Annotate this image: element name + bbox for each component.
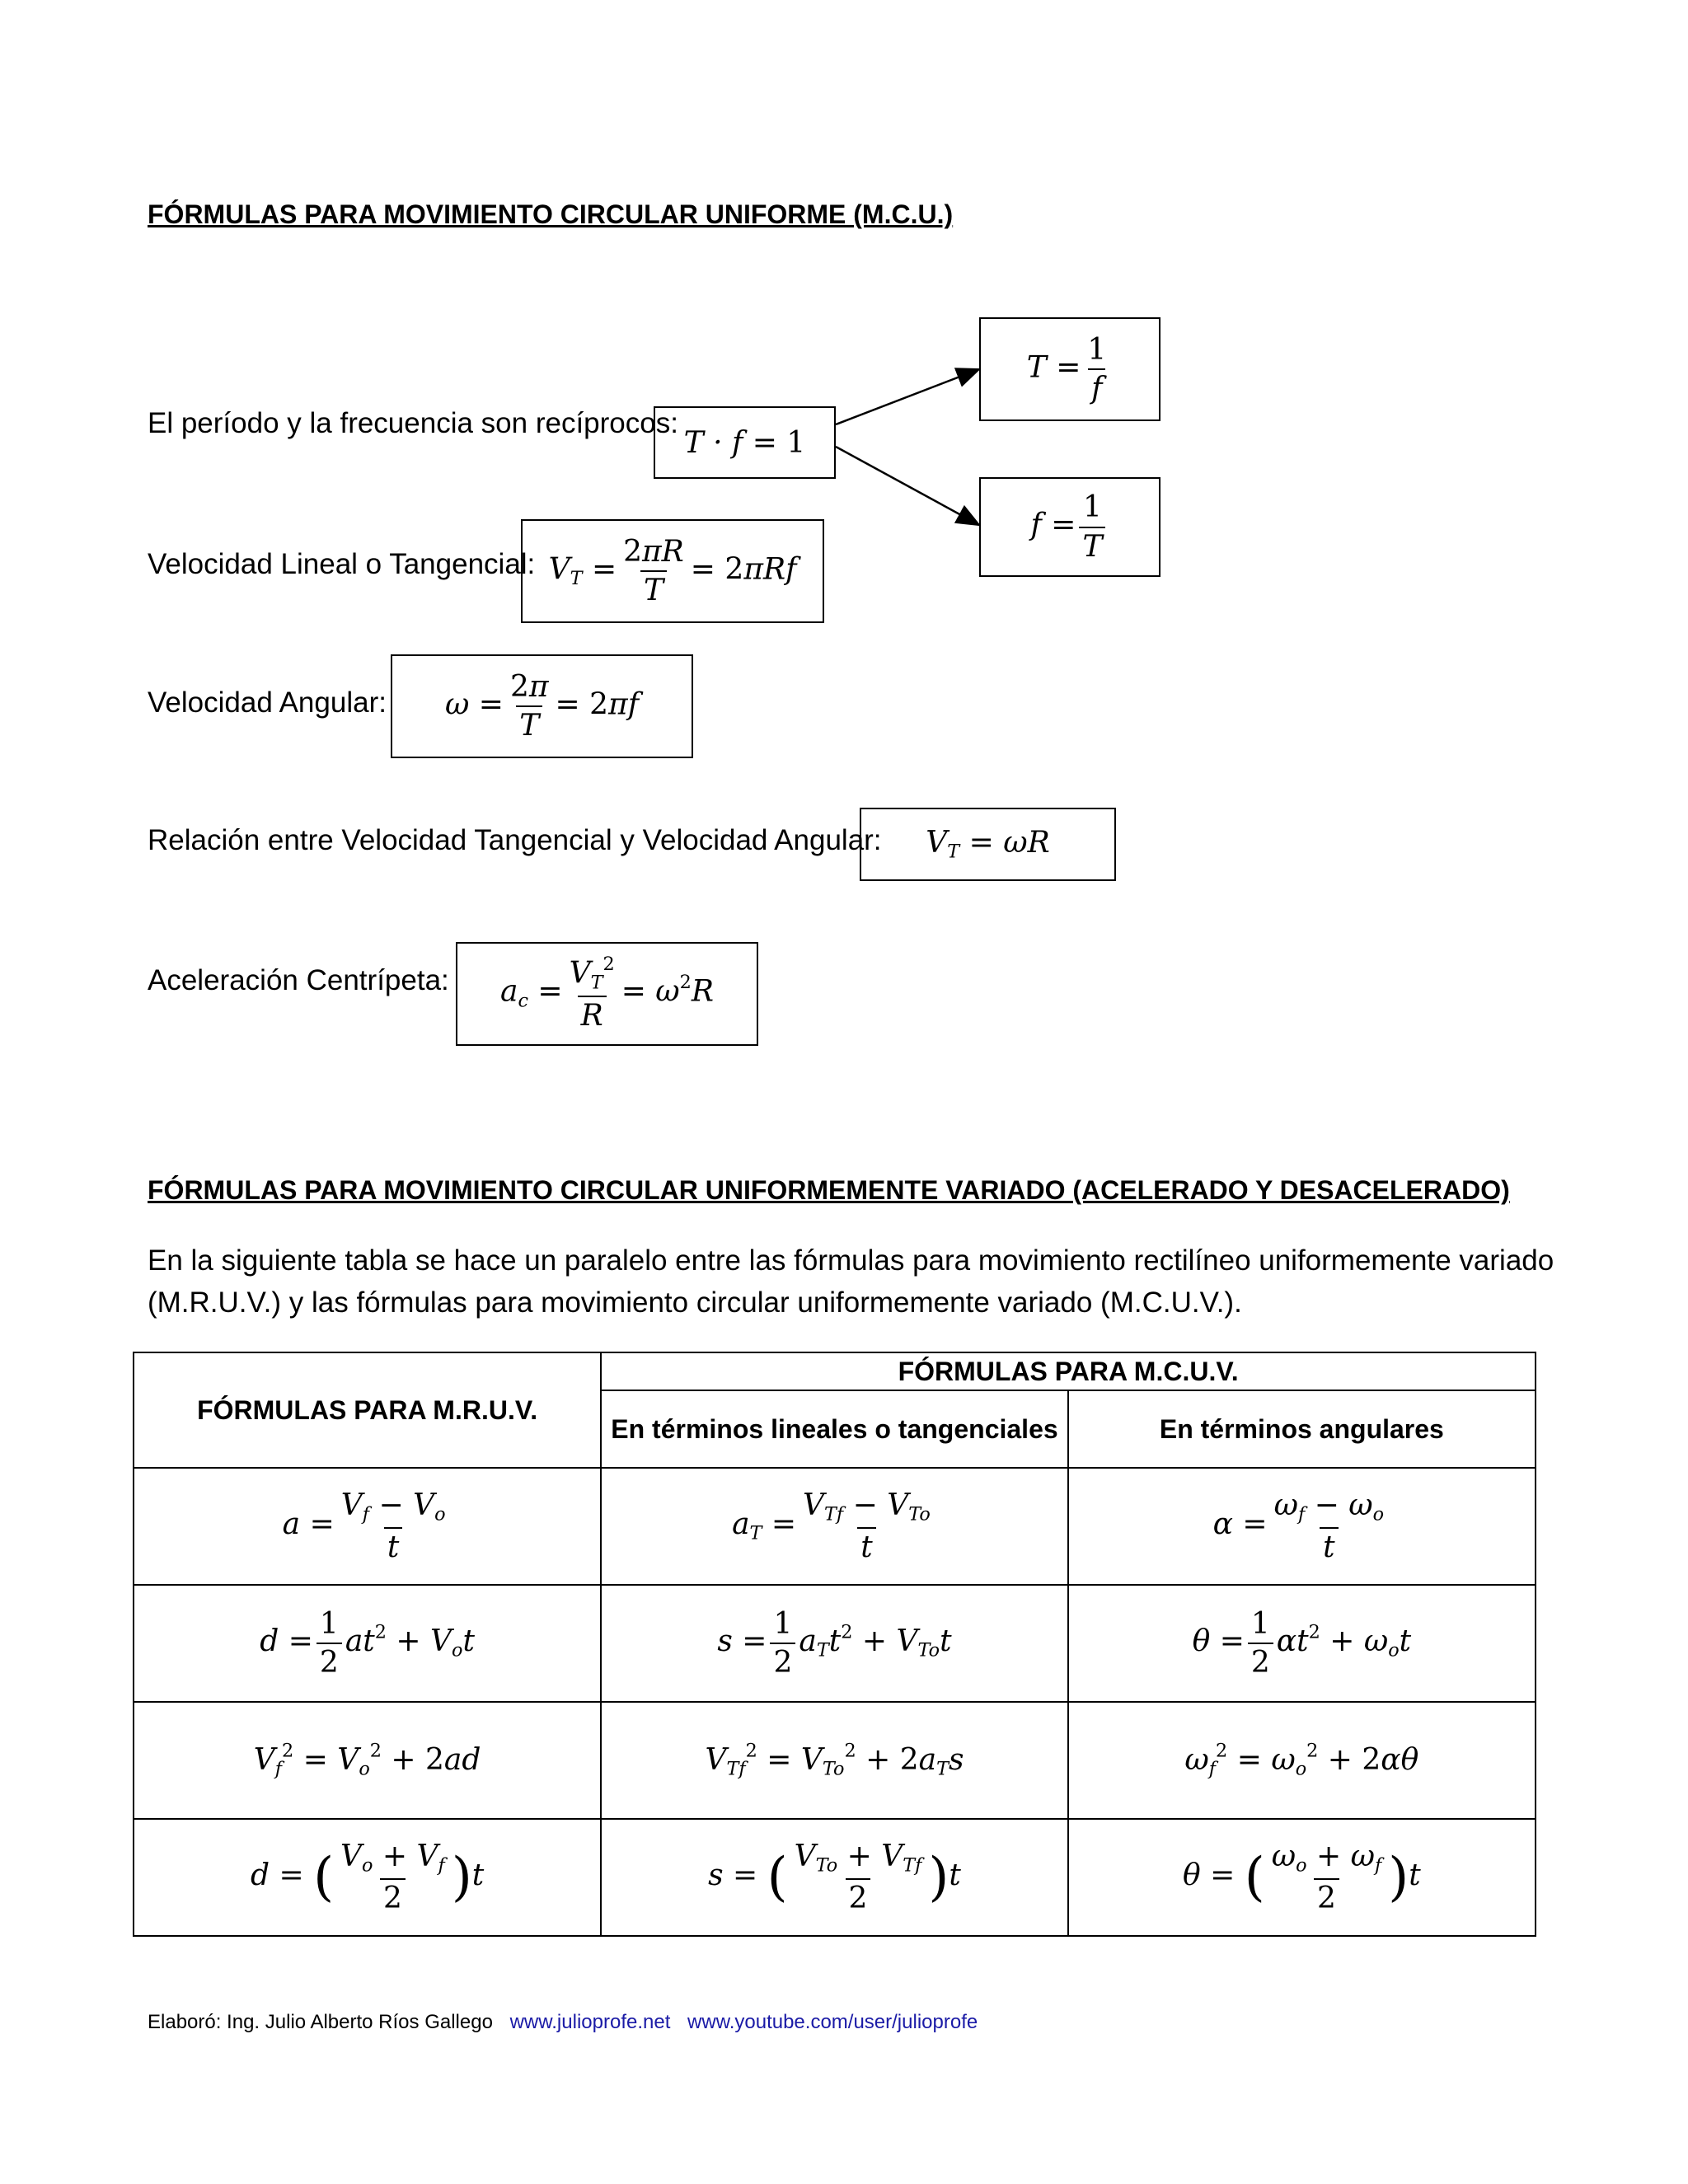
periodo-label: El período y la frecuencia son recíprocos:: [148, 407, 678, 439]
footer-author: Elaboró: Ing. Julio Alberto Ríos Gallego: [148, 2011, 493, 2033]
table-row: [134, 1585, 1536, 1702]
formula-frequency: f = $\frac{1}{T}$: [979, 477, 1160, 577]
cell-tangential-velocity-squared: $V_{Tf}^2 = V_{To}^2 + 2a_Ts$: [601, 1702, 1068, 1819]
formula-period: T = $\frac{1}{f}$: [979, 317, 1160, 421]
cell-angular-velocity-squared: $\omega_f^2 = \omega_o^2 + 2\alpha\theta$: [1068, 1702, 1536, 1819]
intro-line-2: (M.R.U.V.) y las fórmulas para movimiento circular uniformemente variado (M.C.U.V.).: [148, 1286, 1242, 1319]
formula-angular-velocity: ω = $\frac{2\pi}{T}$ = 2πf: [391, 654, 693, 758]
cell-angular-acceleration: α = $\frac{\omega_f - \omega_o}{t}$: [1068, 1468, 1536, 1585]
arrow-to-frequency: [836, 447, 979, 525]
header-mcuv: FÓRMULAS PARA M.C.U.V.: [601, 1352, 1536, 1390]
cell-mruv-acceleration: a = $\frac{V_f - V_o}{t}$: [134, 1468, 601, 1585]
cell-average-angular-displacement: θ = ( $\frac{\omega_o + \omega_f}{2}$ )t: [1068, 1819, 1536, 1936]
cell-mruv-velocity-squared: $V_f^2 = V_o^2 + 2ad$: [134, 1702, 601, 1819]
cell-mruv-average-distance: d = ( $\frac{V_o + V_f}{2}$ )t: [134, 1819, 601, 1936]
subheader-lineal: En términos lineales o tangenciales: [601, 1390, 1068, 1468]
table-row: [134, 1819, 1536, 1936]
footer: [148, 2011, 978, 2034]
vel-angular-label: Velocidad Angular:: [148, 687, 387, 719]
intro-line-1: En la siguiente tabla se hace un paralelo entre las fórmulas para movimiento rectilíneo uniformemente variado: [148, 1244, 1554, 1277]
cell-arc-length: s = $\frac{1}{2}$ $a_Tt^2 + V_{To}t$: [601, 1585, 1068, 1702]
formula-period-frequency: T · f = 1: [654, 406, 836, 479]
cell-mruv-distance: d = $\frac{1}{2}$ $at^2 + V_ot$: [134, 1585, 601, 1702]
table-row: [134, 1468, 1536, 1585]
formulas-table: [133, 1352, 1536, 1937]
cell-angular-displacement: θ = $\frac{1}{2}$ $\alpha t^2 + \omega_ot$: [1068, 1585, 1536, 1702]
formula-linear-velocity: $V_T$ = $\frac{2\pi R}{T}$ = 2πRf: [521, 519, 824, 623]
table-row: [134, 1702, 1536, 1819]
formula-vt-omega-r: $V_T = \omega R$: [860, 808, 1116, 881]
formula-centripetal-acceleration: $a_c$ = $\frac{V_T^2}{R}$ = $\omega^2R$: [456, 942, 758, 1046]
mcuv-title: FÓRMULAS PARA MOVIMIENTO CIRCULAR UNIFORMEMENTE VARIADO (ACELERADO Y DESACELERADO): [148, 1175, 1510, 1205]
subheader-angular: En términos angulares: [1068, 1390, 1536, 1468]
footer-site-link[interactable]: www.julioprofe.net: [509, 2011, 671, 2033]
acel-label: Aceleración Centrípeta:: [148, 964, 449, 996]
footer-youtube-link[interactable]: www.youtube.com/user/julioprofe: [687, 2011, 978, 2033]
cell-tangential-acceleration: $a_T$ = $\frac{V_{Tf} - V_{To}}{t}$: [601, 1468, 1068, 1585]
cell-average-arc-length: s = ( $\frac{V_{To} + V_{Tf}}{2}$ )t: [601, 1819, 1068, 1936]
vel-lineal-label: Velocidad Lineal o Tangencial:: [148, 548, 536, 580]
header-mruv: FÓRMULAS PARA M.R.U.V.: [134, 1352, 601, 1468]
relacion-label: Relación entre Velocidad Tangencial y Velocidad Angular:: [148, 824, 882, 856]
mcu-title: FÓRMULAS PARA MOVIMIENTO CIRCULAR UNIFORME (M.C.U.): [148, 199, 954, 229]
arrow-to-period: [836, 369, 979, 424]
